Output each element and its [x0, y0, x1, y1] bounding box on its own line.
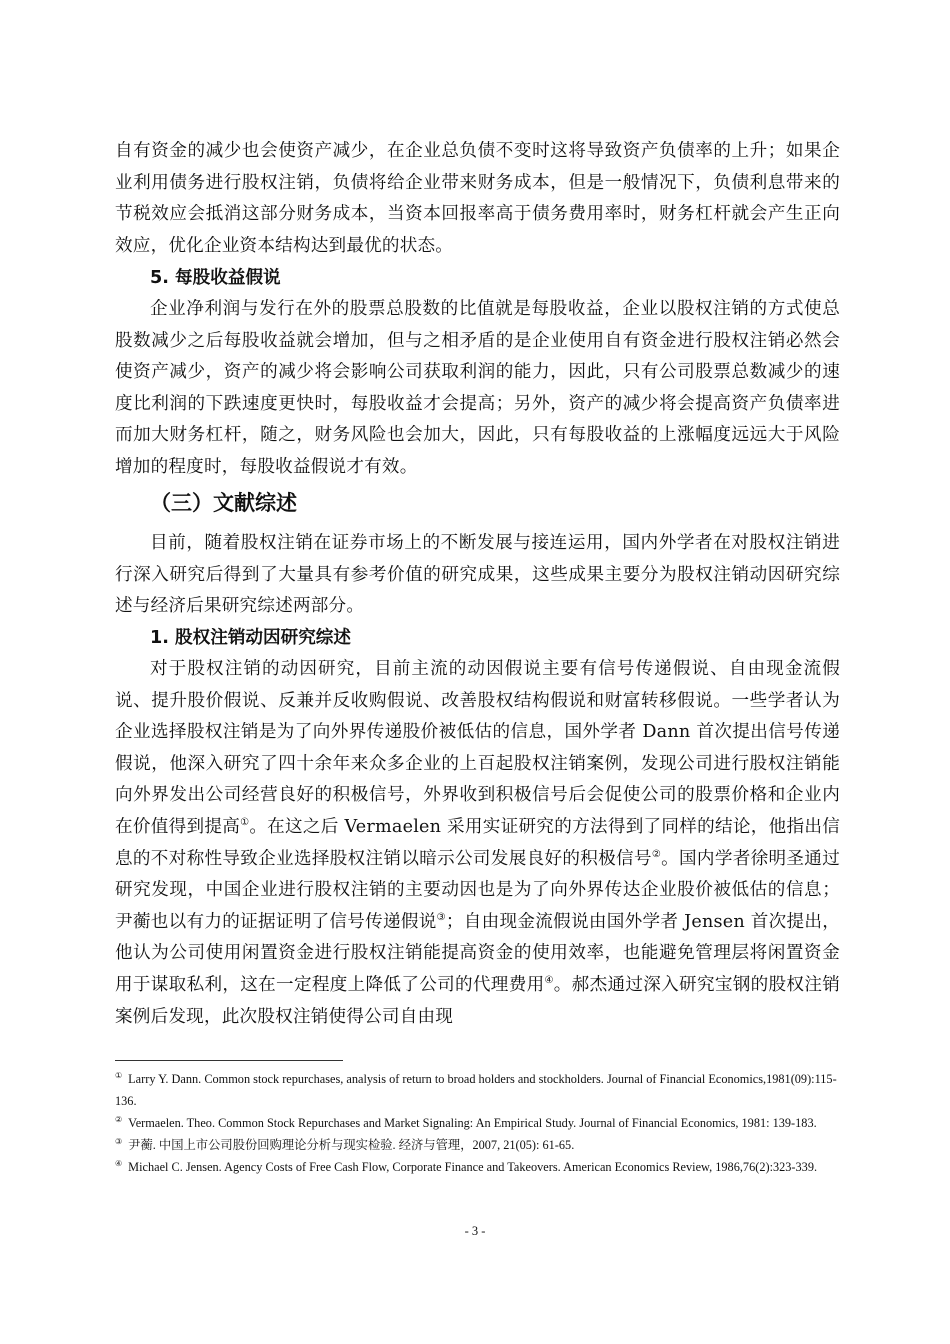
- subheading-motive-review: 1. 股权注销动因研究综述: [150, 628, 351, 648]
- subheading-eps-hypothesis: 5. 每股收益假说: [150, 268, 281, 288]
- footnote-divider: [115, 1060, 343, 1061]
- paragraph-eps-hypothesis: 企业净利润与发行在外的股票总股数的比值就是每股收益，企业以股权注销的方式使总股数减少之后每股收益就会增加，但与之相矛盾的是企业使用自有资金进行股权注销必然会使资产减少，资产的减少将会影响公司获取利润的能力，因此，只有公司股票总数减少的速度比利润的下跌速度更快时，每股收益才会提高；另外，资产的减少将会提高资产负债率进而加大财务杠杆，随之，财务风险也会加大，因此，只有每股收益的上涨幅度远远大于风险增加的程度时，每股收益假说才有效。: [115, 299, 840, 477]
- paragraph-capital-structure: 自有资金的减少也会使资产减少，在企业总负债不变时这将导致资产负债率的上升；如果企业利用债务进行股权注销，负债将给企业带来财务成本，但是一般情况下，负债利息带来的节税效应会抵消这部分财务成本，当资本回报率高于债务费用率时，财务杠杆就会产生正向效应，优化企业资本结构达到最优的状态。: [115, 141, 840, 256]
- footnote-2: [115, 1112, 840, 1134]
- paragraph-literature-intro: 目前，随着股权注销在证券市场上的不断发展与接连运用，国内外学者在对股权注销进行深入研究后得到了大量具有参考价值的研究成果，这些成果主要分为股权注销动因研究综述与经济后果研究综述两部分。: [115, 533, 840, 617]
- motive-text-3: 。国内学者徐明圣通过研究发现，中国企业进行股权注销的主要动因也是为了向外界传达企业股价被低估的信息；尹蘅也以有力的证据证明了信号传递假说: [115, 848, 840, 932]
- footnote-ref-1[interactable]: ①: [240, 817, 250, 829]
- footnote-text: Larry Y. Dann. Common stock repurchases, analysis of return to broad holders and stockholders. Journal of Financial Economics,1981(09):115-136.: [115, 1072, 837, 1108]
- footnote-3: [115, 1134, 840, 1156]
- motive-text-5: 。郝杰通过深入研究宝钢的股权注销案例后发现，此次股权注销使得公司自由现: [115, 974, 841, 1027]
- page-number: - 3 -: [464, 1224, 486, 1238]
- motive-text-2: 。在这之后 Vermaelen 采用实证研究的方法得到了同样的结论，他指出信息的不对称性导致企业选择股权注销以暗示公司发展良好的积极信号: [115, 816, 841, 869]
- footnote-ref-4[interactable]: ④: [544, 975, 554, 987]
- footnote-mark: ①: [115, 1070, 123, 1080]
- paragraph-motive-review: [115, 654, 840, 1033]
- footnote-mark: ②: [115, 1114, 123, 1124]
- section-heading-literature-review: （三）文献综述: [150, 491, 297, 515]
- footnote-4: [115, 1156, 840, 1178]
- footnote-text: 尹蘅. 中国上市公司股份回购理论分析与现实检验. 经济与管理，2007, 21(05): 61-65.: [128, 1138, 575, 1152]
- footnote-ref-3[interactable]: ③: [436, 911, 446, 923]
- motive-text-1: 对于股权注销的动因研究，目前主流的动因假说主要有信号传递假说、自由现金流假说、提升股价假说、反兼并反收购假说、改善股权结构假说和财富转移假说。一些学者认为企业选择股权注销是为了向外界传递股价被低估的信息，国外学者 Dann 首次提出信号传递假说，他深入研究了四十余年来众多企业的上百起股权注销案例，发现公司进行股权注销能向外界发出公司经营良好的积极信号，外界收到积极信号后会促使公司的股票价格和企业内在价值得到提高: [115, 659, 840, 837]
- footnote-text: Vermaelen. Theo. Common Stock Repurchases and Market Signaling: An Empirical Study. Journal of Financial Economics, 1981: 139-183.: [128, 1116, 817, 1130]
- motive-text-4: ；自由现金流假说由国外学者 Jensen 首次提出，他认为公司使用闲置资金进行股权注销能提高资金的使用效率，也能避免管理层将闲置资金用于谋取私利，这在一定程度上降低了公司的代理费用: [115, 911, 840, 995]
- footnote-mark: ③: [115, 1136, 123, 1146]
- footnote-1: [115, 1068, 840, 1112]
- footnote-text: Michael C. Jensen. Agency Costs of Free Cash Flow, Corporate Finance and Takeovers. American Economics Review, 1986,76(2):323-339.: [128, 1160, 818, 1174]
- footnotes: [115, 1068, 840, 1178]
- footnote-ref-2[interactable]: ②: [651, 848, 662, 860]
- footnote-mark: ④: [115, 1158, 123, 1168]
